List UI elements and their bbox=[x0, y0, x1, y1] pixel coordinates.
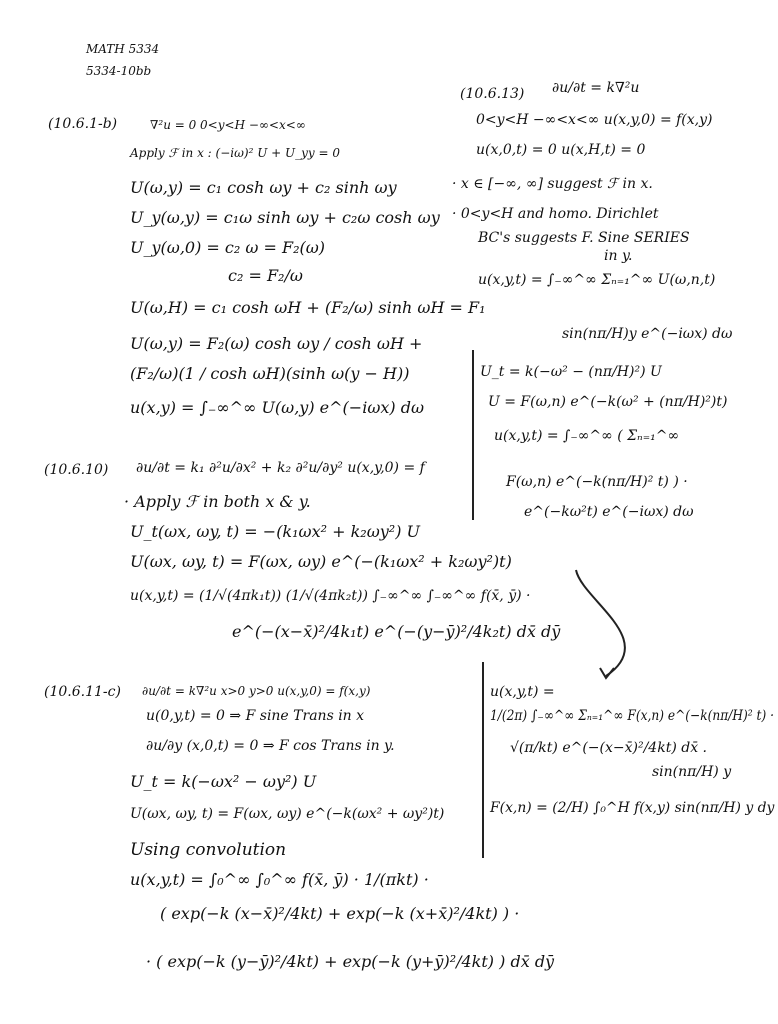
equation-line: in y. bbox=[604, 248, 633, 264]
equation-line: u(x,y,t) = ∫₋∞^∞ Σₙ₌₁^∞ U(ω,n,t) bbox=[478, 272, 716, 288]
equation-line: 1/(2π) ∫₋∞^∞ Σₙ₌₁^∞ F(x,n) e^(−k(nπ/H)² t) · bbox=[490, 708, 774, 724]
problem-label-10-6-13: (10.6.13) bbox=[460, 86, 525, 102]
equation-line: U(ω,y) = c₁ cosh ωy + c₂ sinh ωy bbox=[130, 178, 397, 197]
equation-line: 0<y<H −∞<x<∞ u(x,y,0) = f(x,y) bbox=[476, 112, 713, 128]
equation-line: U_y(ω,y) = c₁ω sinh ωy + c₂ω cosh ωy bbox=[130, 208, 440, 227]
equation-line: U(ωx, ωy, t) = F(ωx, ωy) e^(−k(ωx² + ωy²)t) bbox=[130, 806, 445, 822]
equation-line: U = F(ω,n) e^(−k(ω² + (nπ/H)²)t) bbox=[488, 394, 728, 410]
equation-line: U_t(ωx, ωy, t) = −(k₁ωx² + k₂ωy²) U bbox=[130, 522, 421, 541]
equation-line: U_y(ω,0) = c₂ ω = F₂(ω) bbox=[130, 238, 326, 257]
problem-statement: ∂u/∂t = k₁ ∂²u/∂x² + k₂ ∂²u/∂y² u(x,y,0) = f bbox=[136, 460, 425, 476]
equation-line: u(x,y,t) = (1/√(4πk₁t)) (1/√(4πk₂t)) ∫₋∞^∞ ∫₋∞^∞ f(x̄, ȳ) · bbox=[130, 588, 531, 604]
equation-line: sin(nπ/H) y bbox=[652, 764, 732, 780]
problem-statement: ∇²u = 0 0<y<H −∞<x<∞ bbox=[150, 118, 306, 132]
equation-line: u(x,y) = ∫₋∞^∞ U(ω,y) e^(−iωx) dω bbox=[130, 398, 424, 417]
equation-line: e^(−kω²t) e^(−iωx) dω bbox=[524, 504, 694, 520]
equation-line: U_t = k(−ω² − (nπ/H)²) U bbox=[480, 364, 662, 380]
course-number: MATH 5334 bbox=[86, 42, 160, 56]
equation-line: BC's suggests F. Sine SERIES bbox=[478, 230, 690, 246]
equation-line: · x ∈ [−∞, ∞] suggest ℱ in x. bbox=[452, 176, 653, 192]
problem-label-10-6-1-b: (10.6.1-b) bbox=[48, 116, 118, 132]
problem-statement: ∂u/∂t = k∇²u bbox=[552, 80, 640, 96]
equation-line: u(0,y,t) = 0 ⇒ F sine Trans in x bbox=[146, 708, 365, 724]
equation-line: √(π/kt) e^(−(x−x̄)²/4kt) dx̄ . bbox=[510, 740, 707, 756]
equation-line: U(ω,y) = F₂(ω) cosh ωy / cosh ωH + bbox=[130, 334, 423, 353]
problem-label-10-6-10: (10.6.10) bbox=[44, 462, 109, 478]
equation-line: (F₂/ω)(1 / cosh ωH)(sinh ω(y − H)) bbox=[130, 364, 410, 383]
equation-line: · 0<y<H and homo. Dirichlet bbox=[452, 206, 659, 222]
equation-line: U_t = k(−ωx² − ωy²) U bbox=[130, 772, 317, 791]
equation-line: U(ωx, ωy, t) = F(ωx, ωy) e^(−(k₁ωx² + k₂ωy²)t) bbox=[130, 552, 512, 571]
equation-line: F(x,n) = (2/H) ∫₀^H f(x,y) sin(nπ/H) y dy bbox=[490, 800, 775, 816]
equation-line: e^(−(x−x̄)²/4k₁t) e^(−(y−ȳ)²/4k₂t) dx̄ dȳ bbox=[232, 622, 561, 641]
column-divider bbox=[482, 662, 484, 858]
equation-line: F(ω,n) e^(−k(nπ/H)² t) ) · bbox=[506, 474, 688, 490]
equation-line: c₂ = F₂/ω bbox=[228, 266, 303, 285]
problem-label-10-6-11-c: (10.6.11-c) bbox=[44, 684, 121, 700]
equation-line: u(x,y,t) = ∫₀^∞ ∫₀^∞ f(x̄, ȳ) · 1/(πkt) · bbox=[130, 870, 429, 889]
equation-line: Using convolution bbox=[130, 840, 287, 860]
equation-line: ∂u/∂y (x,0,t) = 0 ⇒ F cos Trans in y. bbox=[146, 738, 395, 754]
equation-line: ( exp(−k (x−x̄)²/4kt) + exp(−k (x+x̄)²/4kt) ) · bbox=[160, 904, 520, 923]
equation-line: u(x,y,t) = bbox=[490, 684, 555, 700]
equation-line: · ( exp(−k (y−ȳ)²/4kt) + exp(−k (y+ȳ)²/4kt) ) dx̄ dȳ bbox=[146, 952, 555, 971]
problem-statement: ∂u/∂t = k∇²u x>0 y>0 u(x,y,0) = f(x,y) bbox=[142, 684, 371, 698]
equation-line: u(x,0,t) = 0 u(x,H,t) = 0 bbox=[476, 142, 646, 158]
equation-line: u(x,y,t) = ∫₋∞^∞ ( Σₙ₌₁^∞ bbox=[494, 428, 680, 444]
equation-line: U(ω,H) = c₁ cosh ωH + (F₂/ω) sinh ωH = F₁ bbox=[130, 298, 486, 317]
equation-line: Apply ℱ in x : (−iω)² U + U_yy = 0 bbox=[130, 146, 340, 160]
equation-line: sin(nπ/H)y e^(−iωx) dω bbox=[562, 326, 733, 342]
equation-line: · Apply ℱ in both x & y. bbox=[124, 492, 311, 511]
section-number: 5334-10bb bbox=[86, 64, 152, 78]
